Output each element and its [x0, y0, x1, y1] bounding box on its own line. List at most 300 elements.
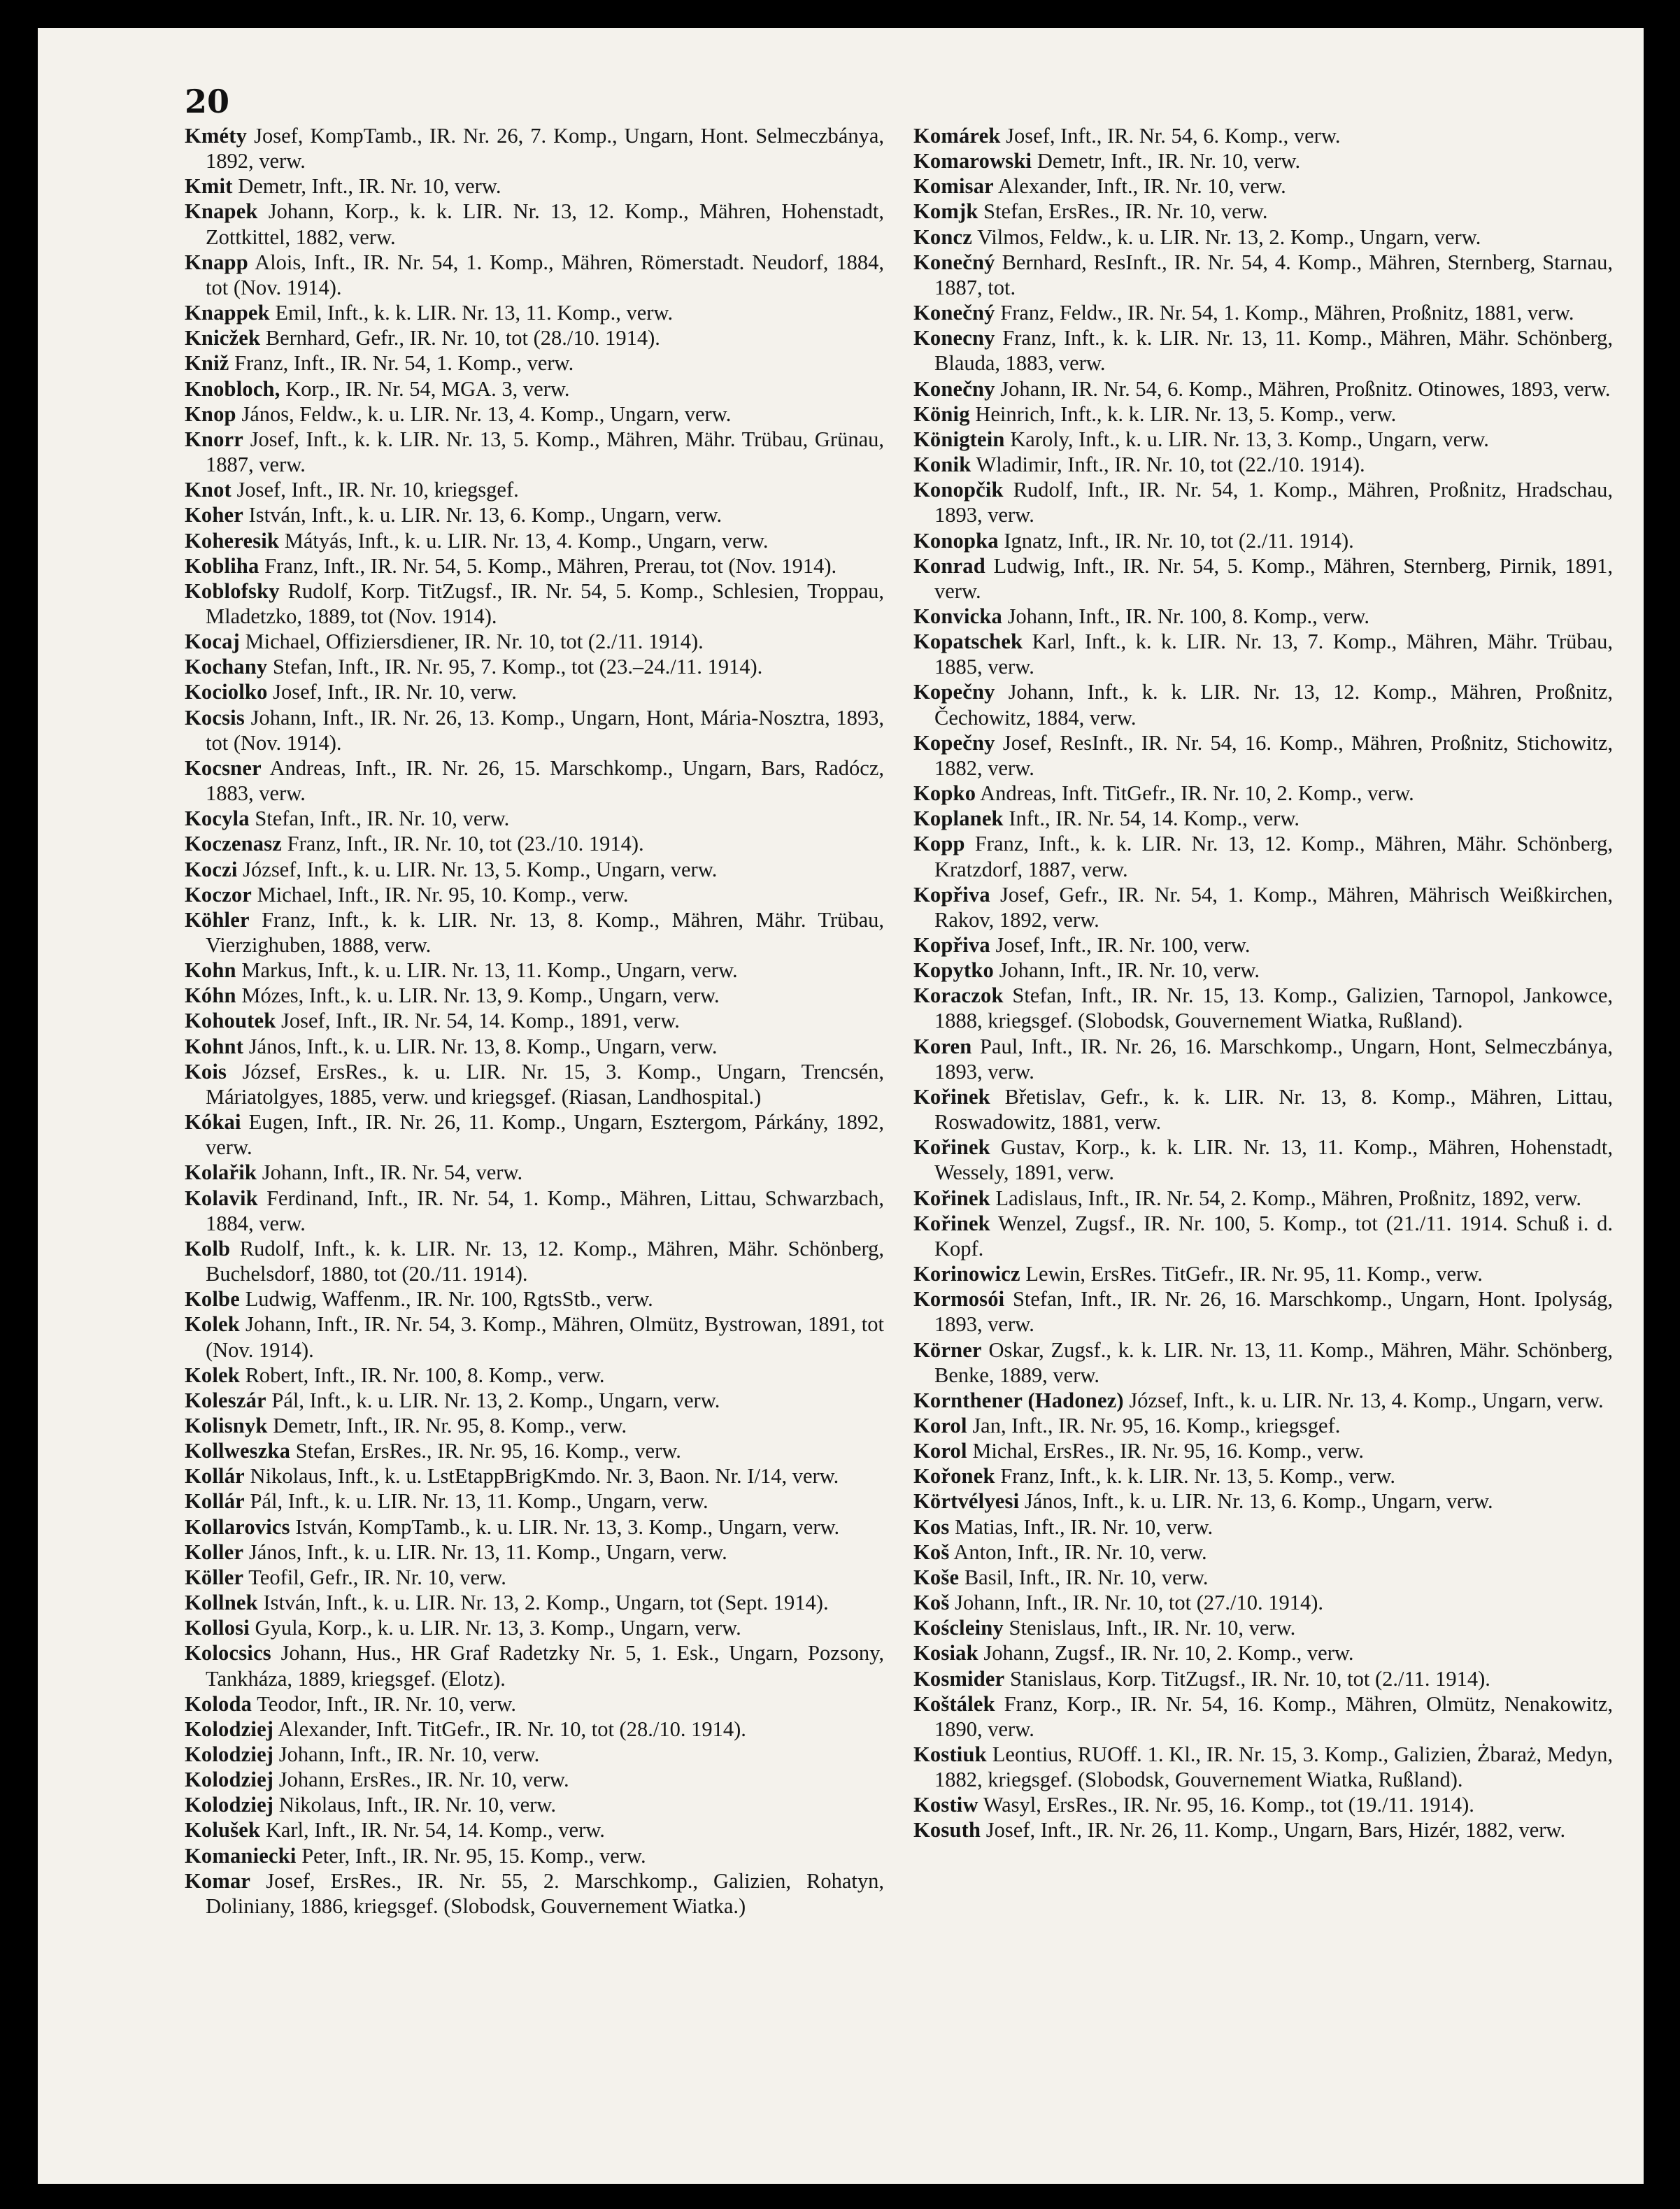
list-entry [913, 1817, 1613, 1842]
entry-details: Heinrich, Inft., k. k. LIR. Nr. 13, 5. Komp., verw. [975, 402, 1397, 426]
entry-details: Josef, Gefr., IR. Nr. 54, 1. Komp., Mähren, Mährisch Weißkirchen, Rakov, 1892, verw. [934, 882, 1613, 932]
entry-surname: Koš [913, 1591, 950, 1615]
entry-surname: Konvicka [913, 604, 1003, 628]
entry-details: Michael, Offiziersdiener, IR. Nr. 10, tot (2./11. 1914). [245, 630, 704, 654]
list-entry [185, 528, 884, 553]
right-column [913, 123, 1613, 1843]
entry-surname: Kolocsics [185, 1641, 271, 1665]
entry-surname: Knappek [185, 301, 270, 325]
list-entry [185, 477, 884, 502]
list-entry [913, 1084, 1613, 1135]
entry-surname: Koher [185, 503, 244, 527]
list-entry [185, 1034, 884, 1059]
entry-details: Johann, Inft., k. k. LIR. Nr. 13, 12. Komp., Mähren, Proßnitz, Čechowitz, 1884, verw. [934, 680, 1614, 730]
entry-details: Josef, Inft., IR. Nr. 10, verw. [273, 680, 517, 704]
list-entry [185, 907, 884, 958]
list-entry [185, 857, 884, 882]
entry-surname: Kopko [913, 781, 976, 806]
entry-surname: Kocsner [185, 755, 262, 780]
list-entry [185, 1363, 884, 1388]
entry-surname: Koloda [185, 1691, 252, 1716]
entry-details: Peter, Inft., IR. Nr. 95, 15. Komp., verw. [301, 1843, 646, 1868]
entry-surname: Koren [913, 1034, 972, 1058]
list-entry [913, 1666, 1613, 1691]
entry-surname: Kohnt [185, 1034, 244, 1058]
entry-surname: Kméty [185, 124, 248, 148]
entry-details: Johann, ErsRes., IR. Nr. 10, verw. [278, 1768, 569, 1792]
list-entry [185, 173, 884, 199]
entry-surname: Kollár [185, 1489, 245, 1514]
list-entry [185, 1817, 884, 1842]
entry-details: Vilmos, Feldw., k. u. LIR. Nr. 13, 2. Komp., Ungarn, verw. [977, 225, 1481, 249]
entry-surname: Kolodziej [185, 1768, 274, 1792]
entry-surname: Kolavik [185, 1186, 258, 1210]
list-entry [185, 1109, 884, 1160]
entry-surname: Koraczok [913, 983, 1004, 1008]
entry-details: Rudolf, Inft., IR. Nr. 54, 1. Komp., Mähren, Proßnitz, Hradschau, 1893, verw. [934, 478, 1613, 527]
list-entry [913, 1337, 1613, 1388]
list-entry [185, 578, 884, 629]
entry-surname: Kollosi [185, 1616, 250, 1640]
list-entry [185, 1413, 884, 1438]
entry-surname: Kosuth [913, 1818, 981, 1842]
entry-surname: Kollár [185, 1464, 245, 1489]
list-entry [913, 199, 1613, 224]
entry-details: Ludwig, Inft., IR. Nr. 54, 5. Komp., Mähren, Sternberg, Pirnik, 1891, verw. [934, 553, 1613, 603]
list-entry [185, 250, 884, 300]
list-entry [913, 983, 1613, 1033]
entry-surname: Knop [185, 402, 236, 426]
entry-surname: Kolb [185, 1236, 231, 1260]
list-entry [913, 1565, 1613, 1590]
list-entry [185, 1615, 884, 1640]
entry-surname: Kormosói [913, 1287, 1005, 1312]
list-entry [185, 629, 884, 654]
entry-details: János, Inft., k. u. LIR. Nr. 13, 6. Komp., Ungarn, verw. [1024, 1489, 1493, 1514]
entry-surname: Kobliha [185, 553, 259, 578]
list-entry [185, 831, 884, 856]
entry-surname: Koczi [185, 857, 238, 881]
list-entry [913, 123, 1613, 148]
list-entry [185, 1590, 884, 1615]
entry-surname: Konik [913, 453, 971, 477]
entry-surname: Kostiw [913, 1793, 978, 1817]
document-page [38, 28, 1644, 2184]
entry-details: József, Inft., k. u. LIR. Nr. 13, 5. Komp., Ungarn, verw. [243, 857, 718, 881]
entry-details: Johann, Inft., IR. Nr. 54, verw. [262, 1160, 523, 1185]
entry-details: Johann, Inft., IR. Nr. 26, 13. Komp., Ungarn, Hont, Mária-Nosztra, 1893, tot (Nov. 1914). [206, 705, 885, 755]
entry-details: Ignatz, Inft., IR. Nr. 10, tot (2./11. 1914). [1004, 528, 1354, 553]
list-entry [185, 679, 884, 704]
entry-details: Johann, Inft., IR. Nr. 100, 8. Komp., verw. [1007, 604, 1369, 628]
entry-details: Ferdinand, Inft., IR. Nr. 54, 1. Komp., Mähren, Littau, Schwarzbach, 1884, verw. [206, 1186, 885, 1235]
entry-surname: Kois [185, 1059, 227, 1084]
entry-details: Stefan, Inft., IR. Nr. 95, 7. Komp., tot (23.–24./11. 1914). [272, 655, 763, 679]
entry-surname: Koścleiny [913, 1616, 1004, 1640]
list-entry [913, 1438, 1613, 1463]
list-entry [185, 1742, 884, 1767]
list-entry [913, 1388, 1613, 1413]
entry-surname: Koštálek [913, 1691, 995, 1716]
entry-details: Teofil, Gefr., IR. Nr. 10, verw. [248, 1565, 506, 1589]
entry-details: Stefan, Inft., IR. Nr. 15, 13. Komp., Galizien, Tarnopol, Jankowce, 1888, kriegsgef. (Slobodsk, Gouvernement Wiatka, Rußland). [934, 983, 1614, 1033]
list-entry [913, 477, 1613, 527]
entry-details: Franz, Inft., IR. Nr. 54, 5. Komp., Mähren, Prerau, tot (Nov. 1914). [264, 553, 837, 578]
entry-details: Teodor, Inft., IR. Nr. 10, verw. [257, 1691, 516, 1716]
list-entry [185, 376, 884, 402]
list-entry [913, 1615, 1613, 1640]
entry-surname: Knicžek [185, 326, 261, 350]
list-entry [185, 199, 884, 249]
entry-details: Rudolf, Korp. TitZugsf., IR. Nr. 54, 5. Komp., Schlesien, Troppau, Mladetzko, 1889, tot (Nov. 1914). [206, 578, 884, 628]
entry-surname: Königtein [913, 427, 1005, 451]
entry-details: Paul, Inft., IR. Nr. 26, 16. Marschkomp., Ungarn, Hont, Selmeczbánya, 1893, verw. [934, 1034, 1614, 1084]
entry-details: Josef, Inft., k. k. LIR. Nr. 13, 5. Komp., Mähren, Mähr. Trübau, Grünau, 1887, verw. [206, 427, 884, 477]
entry-surname: Kohn [185, 958, 236, 983]
entry-details: Ludwig, Waffenm., IR. Nr. 100, RgtsStb., verw. [245, 1287, 653, 1312]
entry-details: Wladimir, Inft., IR. Nr. 10, tot (22./10. 1914). [976, 453, 1365, 477]
entry-surname: Koplanek [913, 807, 1004, 831]
entry-surname: Kóhn [185, 983, 236, 1008]
entry-details: Wenzel, Zugsf., IR. Nr. 100, 5. Komp., tot (21./11. 1914. Schuß i. d. Kopf. [934, 1211, 1613, 1260]
entry-surname: Kochany [185, 655, 268, 679]
list-entry [185, 1691, 884, 1717]
list-entry [185, 1059, 884, 1109]
list-entry [185, 806, 884, 831]
list-entry [185, 1236, 884, 1286]
entry-surname: Komjk [913, 199, 978, 224]
entry-details: Oskar, Zugsf., k. k. LIR. Nr. 13, 11. Komp., Mähren, Mähr. Schönberg, Benke, 1889, verw. [934, 1337, 1613, 1387]
list-entry [185, 123, 884, 173]
entry-surname: Kniž [185, 351, 229, 376]
entry-details: Johann, Hus., HR Graf Radetzky Nr. 5, 1. Esk., Ungarn, Pozsony, Tankháza, 1889, kriegsgef. (Elotz). [206, 1641, 884, 1691]
entry-details: Alois, Inft., IR. Nr. 54, 1. Komp., Mähren, Römerstadt. Neudorf, 1884, tot (Nov. 1914). [206, 250, 884, 299]
list-entry [913, 1413, 1613, 1438]
entry-surname: Komar [185, 1868, 251, 1893]
entry-details: Pál, Inft., k. u. LIR. Nr. 13, 2. Komp., Ungarn, verw. [271, 1388, 720, 1412]
page-number: 20 [185, 83, 230, 120]
entry-surname: Kocsis [185, 705, 245, 730]
entry-surname: Konecny [913, 326, 995, 350]
entry-details: József, ErsRes., k. u. LIR. Nr. 15, 3. Komp., Ungarn, Trencsén, Máriatolgyes, 1885, verw. und kriegsgef. (Riasan, Landhospital.) [206, 1059, 885, 1109]
entry-surname: Kopp [913, 832, 965, 856]
list-entry [185, 1540, 884, 1565]
list-entry [913, 250, 1613, 300]
entry-surname: Kopřiva [913, 882, 990, 907]
entry-surname: Kolisnyk [185, 1413, 268, 1437]
list-entry [185, 350, 884, 376]
entry-surname: Komarowski [913, 149, 1032, 173]
list-entry [185, 1792, 884, 1817]
list-entry [913, 402, 1613, 427]
entry-surname: Korol [913, 1439, 967, 1463]
entry-surname: Knobloch, [185, 376, 280, 401]
list-entry [185, 705, 884, 755]
entry-surname: Konečný [913, 250, 995, 274]
entry-surname: Konečny [913, 376, 995, 401]
list-entry [185, 1565, 884, 1590]
entry-details: Franz, Inft., IR. Nr. 10, tot (23./10. 1914). [287, 832, 644, 856]
entry-details: Nikolaus, Inft., IR. Nr. 10, verw. [278, 1793, 556, 1817]
entry-surname: Konopka [913, 528, 999, 553]
list-entry [913, 1186, 1613, 1211]
list-entry [913, 1691, 1613, 1742]
entry-details: Inft., IR. Nr. 54, 14. Komp., verw. [1009, 807, 1300, 831]
entry-details: Nikolaus, Inft., k. u. LstEtappBrigKmdo. Nr. 3, Baon. Nr. I/14, verw. [250, 1464, 839, 1489]
entry-surname: Koller [185, 1540, 244, 1564]
entry-surname: Kořinek [913, 1084, 990, 1109]
entry-details: Franz, Inft., k. k. LIR. Nr. 13, 11. Komp., Mähren, Mähr. Schönberg, Blauda, 1883, verw. [934, 326, 1614, 376]
entry-surname: Kopečny [913, 730, 995, 755]
entry-surname: Kosmider [913, 1666, 1005, 1691]
entry-details: Gyula, Korp., k. u. LIR. Nr. 13, 3. Komp., Ungarn, verw. [255, 1616, 741, 1640]
entry-details: Josef, Inft., IR. Nr. 54, 6. Komp., verw. [1006, 124, 1341, 148]
list-entry [913, 958, 1613, 983]
entry-surname: Kopřiva [913, 933, 990, 957]
entry-details: Johann, Inft., IR. Nr. 10, tot (27./10. 1914). [955, 1591, 1324, 1615]
entry-surname: Koblofsky [185, 578, 280, 603]
entry-details: Alexander, Inft., IR. Nr. 10, verw. [997, 174, 1286, 199]
entry-details: Jan, Inft., IR. Nr. 95, 16. Komp., kriegsgef. [972, 1413, 1341, 1437]
list-entry [913, 427, 1613, 452]
list-entry [185, 1312, 884, 1362]
list-entry [913, 629, 1613, 679]
entry-surname: Kořinek [913, 1186, 990, 1210]
entry-details: Pál, Inft., k. u. LIR. Nr. 13, 11. Komp., Ungarn, verw. [250, 1489, 709, 1514]
list-entry [185, 553, 884, 578]
entry-surname: Kocaj [185, 630, 240, 654]
entry-surname: Koše [913, 1565, 960, 1589]
entry-surname: Kolodziej [185, 1742, 274, 1766]
list-entry [913, 1034, 1613, 1084]
entry-surname: Kos [913, 1514, 950, 1539]
entry-details: Gustav, Korp., k. k. LIR. Nr. 13, 11. Komp., Mähren, Hohenstadt, Wessely, 1891, verw. [934, 1135, 1613, 1185]
entry-details: Stefan, Inft., IR. Nr. 10, verw. [255, 807, 510, 831]
entry-surname: Knorr [185, 427, 244, 451]
entry-details: Josef, Inft., IR. Nr. 100, verw. [995, 933, 1251, 957]
entry-details: Ladislaus, Inft., IR. Nr. 54, 2. Komp., Mähren, Proßnitz, 1892, verw. [995, 1186, 1581, 1210]
entry-surname: König [913, 402, 970, 426]
entry-surname: Kolařik [185, 1160, 257, 1185]
list-entry [913, 932, 1613, 958]
list-entry [913, 1590, 1613, 1615]
entry-details: Břetislav, Gefr., k. k. LIR. Nr. 13, 8. Komp., Mähren, Littau, Roswadowitz, 1881, verw. [934, 1084, 1614, 1135]
entry-details: Matias, Inft., IR. Nr. 10, verw. [955, 1514, 1213, 1539]
entry-details: Franz, Feldw., IR. Nr. 54, 1. Komp., Mähren, Proßnitz, 1881, verw. [1000, 301, 1574, 325]
list-entry [185, 1489, 884, 1514]
entry-surname: Kohoutek [185, 1009, 276, 1033]
entry-details: Franz, Korp., IR. Nr. 54, 16. Komp., Mähren, Olmütz, Nenakowitz, 1890, verw. [934, 1691, 1614, 1741]
entry-details: István, KompTamb., k. u. LIR. Nr. 13, 3. Komp., Ungarn, verw. [295, 1514, 840, 1539]
list-entry [185, 983, 884, 1008]
left-column [185, 123, 884, 1919]
entry-surname: Kolek [185, 1363, 240, 1387]
entry-surname: Kollarovics [185, 1514, 290, 1539]
list-entry [913, 173, 1613, 199]
entry-details: Robert, Inft., IR. Nr. 100, 8. Komp., verw. [245, 1363, 605, 1387]
entry-details: Anton, Inft., IR. Nr. 10, verw. [953, 1540, 1207, 1564]
entry-surname: Kostiuk [913, 1742, 987, 1766]
entry-surname: Kořonek [913, 1464, 995, 1489]
list-entry [185, 1160, 884, 1185]
entry-surname: Kolodziej [185, 1793, 274, 1817]
entry-details: István, Inft., k. u. LIR. Nr. 13, 2. Komp., Ungarn, tot (Sept. 1914). [263, 1591, 829, 1615]
entry-surname: Knapp [185, 250, 248, 274]
entry-details: Demetr, Inft., IR. Nr. 10, verw. [238, 174, 501, 199]
entry-details: Johann, IR. Nr. 54, 6. Komp., Mähren, Proßnitz. Otinowes, 1893, verw. [1000, 376, 1611, 401]
entry-details: János, Inft., k. u. LIR. Nr. 13, 8. Komp., Ungarn, verw. [248, 1034, 718, 1058]
entry-details: Stanislaus, Korp. TitZugsf., IR. Nr. 10, tot (2./11. 1914). [1010, 1666, 1490, 1691]
entry-surname: Kociolko [185, 680, 268, 704]
entry-details: Franz, Inft., IR. Nr. 54, 1. Komp., verw. [234, 351, 574, 376]
entry-surname: Kořinek [913, 1211, 990, 1235]
entry-details: István, Inft., k. u. LIR. Nr. 13, 6. Komp., Ungarn, verw. [248, 503, 722, 527]
list-entry [185, 502, 884, 527]
entry-details: János, Feldw., k. u. LIR. Nr. 13, 4. Komp., Ungarn, verw. [241, 402, 732, 426]
entry-surname: Kopatschek [913, 630, 1023, 654]
list-entry [913, 1261, 1613, 1286]
entry-surname: Kolek [185, 1312, 240, 1337]
entry-details: Johann, Korp., k. k. LIR. Nr. 13, 12. Komp., Mähren, Hohenstadt, Zottkittel, 1882, verw. [206, 199, 884, 249]
entry-surname: Koleszár [185, 1388, 266, 1412]
entry-details: Eugen, Inft., IR. Nr. 26, 11. Komp., Ungarn, Esztergom, Párkány, 1892, verw. [206, 1110, 884, 1160]
list-entry [185, 1186, 884, 1236]
entry-surname: Kolodziej [185, 1717, 274, 1741]
entry-details: Karl, Inft., IR. Nr. 54, 14. Komp., verw. [265, 1818, 605, 1842]
entry-details: Karl, Inft., k. k. LIR. Nr. 13, 7. Komp., Mähren, Mähr. Trübau, 1885, verw. [934, 630, 1614, 679]
entry-details: Emil, Inft., k. k. LIR. Nr. 13, 11. Komp., verw. [275, 301, 674, 325]
entry-surname: Kosiak [913, 1641, 978, 1665]
entry-details: Josef, ErsRes., IR. Nr. 55, 2. Marschkomp., Galizien, Rohatyn, Doliniany, 1886, kriegsgef. (Slobodsk, Gouvernement Wiatka.) [206, 1868, 885, 1918]
list-entry [185, 1868, 884, 1919]
entry-surname: Kořinek [913, 1135, 990, 1160]
list-entry [913, 553, 1613, 604]
list-entry [185, 300, 884, 325]
entry-surname: Koš [913, 1540, 950, 1564]
list-entry [185, 654, 884, 679]
list-entry [185, 1767, 884, 1792]
entry-details: Stefan, ErsRes., IR. Nr. 95, 16. Komp., verw. [295, 1439, 681, 1463]
entry-details: Josef, Inft., IR. Nr. 54, 14. Komp., 1891, verw. [281, 1009, 680, 1033]
entry-surname: Köller [185, 1565, 244, 1589]
list-entry [913, 1463, 1613, 1489]
entry-surname: Kollweszka [185, 1439, 291, 1463]
entry-details: Markus, Inft., k. u. LIR. Nr. 13, 11. Komp., Ungarn, verw. [241, 958, 738, 983]
list-entry [185, 1514, 884, 1540]
list-entry [913, 882, 1613, 932]
list-entry [185, 755, 884, 806]
entry-surname: Konečný [913, 301, 995, 325]
list-entry [185, 1286, 884, 1312]
entry-details: Johann, Zugsf., IR. Nr. 10, 2. Komp., verw. [983, 1641, 1354, 1665]
entry-surname: Kocyla [185, 807, 250, 831]
entry-details: Stenislaus, Inft., IR. Nr. 10, verw. [1009, 1616, 1296, 1640]
entry-details: Alexander, Inft. TitGefr., IR. Nr. 10, tot (28./10. 1914). [278, 1717, 746, 1741]
entry-details: Demetr, Inft., IR. Nr. 10, verw. [1037, 149, 1301, 173]
entry-details: Franz, Inft., k. k. LIR. Nr. 13, 8. Komp., Mähren, Mähr. Trübau, Vierzighuben, 1888, verw. [206, 907, 885, 957]
list-entry [185, 402, 884, 427]
entry-surname: Konrad [913, 553, 985, 578]
entry-surname: Koheresik [185, 528, 280, 553]
list-entry [913, 1489, 1613, 1514]
entry-details: Korp., IR. Nr. 54, MGA. 3, verw. [285, 376, 570, 401]
list-entry [913, 1135, 1613, 1185]
list-entry [913, 730, 1613, 781]
entry-details: Mózes, Inft., k. u. LIR. Nr. 13, 9. Komp., Ungarn, verw. [241, 983, 720, 1008]
entry-details: Basil, Inft., IR. Nr. 10, verw. [964, 1565, 1209, 1589]
entry-surname: Koncz [913, 225, 973, 249]
entry-details: Franz, Inft., k. k. LIR. Nr. 13, 5. Komp., verw. [1000, 1464, 1395, 1489]
list-entry [185, 1463, 884, 1489]
entry-details: Andreas, Inft. TitGefr., IR. Nr. 10, 2. Komp., verw. [980, 781, 1414, 806]
entry-details: József, Inft., k. u. LIR. Nr. 13, 4. Komp., Ungarn, verw. [1129, 1388, 1604, 1412]
entry-surname: Körner [913, 1337, 982, 1362]
list-entry [185, 1640, 884, 1691]
list-entry [913, 1742, 1613, 1792]
list-entry [913, 225, 1613, 250]
entry-surname: Kopytko [913, 958, 994, 983]
entry-surname: Koczor [185, 882, 252, 907]
entry-surname: Konopčik [913, 478, 1004, 502]
list-entry [913, 300, 1613, 325]
list-entry [185, 427, 884, 477]
entry-details: Demetr, Inft., IR. Nr. 95, 8. Komp., verw. [273, 1413, 627, 1437]
entry-surname: Kolbe [185, 1287, 240, 1312]
entry-surname: Kókai [185, 1110, 241, 1135]
list-entry [185, 1438, 884, 1463]
entry-details: Michal, ErsRes., IR. Nr. 95, 16. Komp., verw. [972, 1439, 1364, 1463]
list-entry [185, 1008, 884, 1033]
list-entry [913, 1540, 1613, 1565]
list-entry [913, 376, 1613, 402]
entry-surname: Komisar [913, 174, 994, 199]
entry-details: Johann, Inft., IR. Nr. 10, verw. [999, 958, 1260, 983]
list-entry [185, 1717, 884, 1742]
list-entry [913, 528, 1613, 553]
list-entry [913, 781, 1613, 806]
entry-details: Bernhard, ResInft., IR. Nr. 54, 4. Komp., Mähren, Sternberg, Starnau, 1887, tot. [934, 250, 1614, 299]
entry-details: János, Inft., k. u. LIR. Nr. 13, 11. Komp., Ungarn, verw. [248, 1540, 727, 1564]
entry-details: Franz, Inft., k. k. LIR. Nr. 13, 12. Komp., Mähren, Mähr. Schönberg, Kratzdorf, 1887, verw. [934, 832, 1613, 881]
entry-details: Leontius, RUOff. 1. Kl., IR. Nr. 15, 3. Komp., Galizien, Żbaraż, Medyn, 1882, kriegsgef. (Slobodsk, Gouvernement Wiatka, Rußland). [934, 1742, 1613, 1792]
entry-surname: Knot [185, 478, 232, 502]
entry-surname: Komárek [913, 124, 1001, 148]
entry-surname: Köhler [185, 907, 250, 932]
entry-details: Josef, ResInft., IR. Nr. 54, 16. Komp., Mähren, Proßnitz, Stichowitz, 1882, verw. [934, 730, 1613, 780]
entry-details: Josef, Inft., IR. Nr. 10, kriegsgef. [236, 478, 519, 502]
entry-details: Karoly, Inft., k. u. LIR. Nr. 13, 3. Komp., Ungarn, verw. [1010, 427, 1489, 451]
list-entry [913, 1211, 1613, 1261]
list-entry [185, 882, 884, 907]
entry-surname: Kornthener (Hadonez) [913, 1388, 1124, 1412]
entry-details: Michael, Inft., IR. Nr. 95, 10. Komp., verw. [257, 882, 629, 907]
entry-details: Josef, Inft., IR. Nr. 26, 11. Komp., Ungarn, Bars, Hizér, 1882, verw. [985, 1818, 1566, 1842]
entry-surname: Kmit [185, 174, 233, 199]
entry-surname: Komaniecki [185, 1843, 297, 1868]
entry-details: Bernhard, Gefr., IR. Nr. 10, tot (28./10. 1914). [265, 326, 660, 350]
list-entry [913, 806, 1613, 831]
entry-details: Andreas, Inft., IR. Nr. 26, 15. Marschkomp., Ungarn, Bars, Radócz, 1883, verw. [206, 755, 884, 806]
entry-details: Stefan, Inft., IR. Nr. 26, 16. Marschkomp., Ungarn, Hont. Ipolyság, 1893, verw. [934, 1287, 1613, 1337]
list-entry [913, 1640, 1613, 1665]
list-entry [185, 1843, 884, 1868]
entry-details: Johann, Inft., IR. Nr. 10, verw. [278, 1742, 540, 1766]
list-entry [185, 1388, 884, 1413]
entry-surname: Körtvélyesi [913, 1489, 1020, 1514]
list-entry [913, 679, 1613, 730]
entry-details: Johann, Inft., IR. Nr. 54, 3. Komp., Mähren, Olmütz, Bystrowan, 1891, tot (Nov. 1914). [206, 1312, 885, 1362]
list-entry [913, 1792, 1613, 1817]
